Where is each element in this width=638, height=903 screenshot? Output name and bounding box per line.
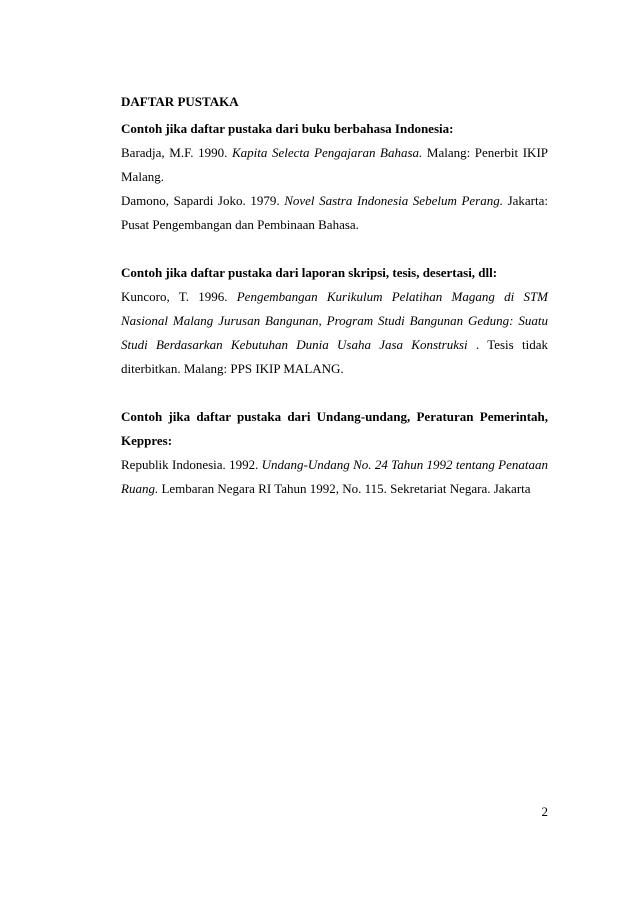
page-content [121,92,548,525]
reference-entry [121,453,548,501]
entry-author-year: Damono, Sapardi Joko. 1979. [121,193,285,208]
section-buku [121,117,548,237]
entry-publisher: . Tesis tidak diterbitkan. Malang: PPS IKIP MALANG. [121,337,548,376]
entry-publisher: Jakarta: Pusat Pengembangan dan Pembinaan Bahasa. [121,193,548,232]
entry-title: Kapita Selecta Pengajaran Bahasa. [231,145,423,160]
entry-title: Pengembangan Kurikulum Pelatihan Magang di STM Nasional Malang Jurusan Bangunan, Program Studi Bangunan Gedung: Suatu Studi Berdasarkan Kebutuhan Dunia Usaha Jasa Konstruksi [121,289,549,352]
entry-author-year: Kuncoro, T. 1996. [121,289,237,304]
page-number: 2 [541,804,548,819]
entry-publisher: Malang: Penerbit IKIP Malang. [121,145,548,184]
section-heading: Contoh jika daftar pustaka dari buku berbahasa Indonesia: [121,121,454,136]
entry-author-year: Republik Indonesia. 1992. [121,457,262,472]
entry-title: Novel Sastra Indonesia Sebelum Perang. [284,193,503,208]
reference-entry [121,141,548,189]
entry-publisher: Lembaran Negara RI Tahun 1992, No. 115. Sekretariat Negara. Jakarta [158,481,531,496]
reference-entry [121,189,548,237]
section-heading: Contoh jika daftar pustaka dari Undang-undang, Peraturan Pemerintah, Keppres: [121,409,548,448]
section-heading: Contoh jika daftar pustaka dari laporan skripsi, tesis, desertasi, dll: [121,265,498,280]
section-skripsi [121,261,548,381]
page-title: DAFTAR PUSTAKA [121,94,239,109]
reference-entry [121,285,548,381]
entry-title: Undang-Undang No. 24 Tahun 1992 tentang Penataan Ruang. [121,457,548,496]
section-undang-undang [121,405,548,501]
entry-author-year: Baradja, M.F. 1990. [121,145,232,160]
